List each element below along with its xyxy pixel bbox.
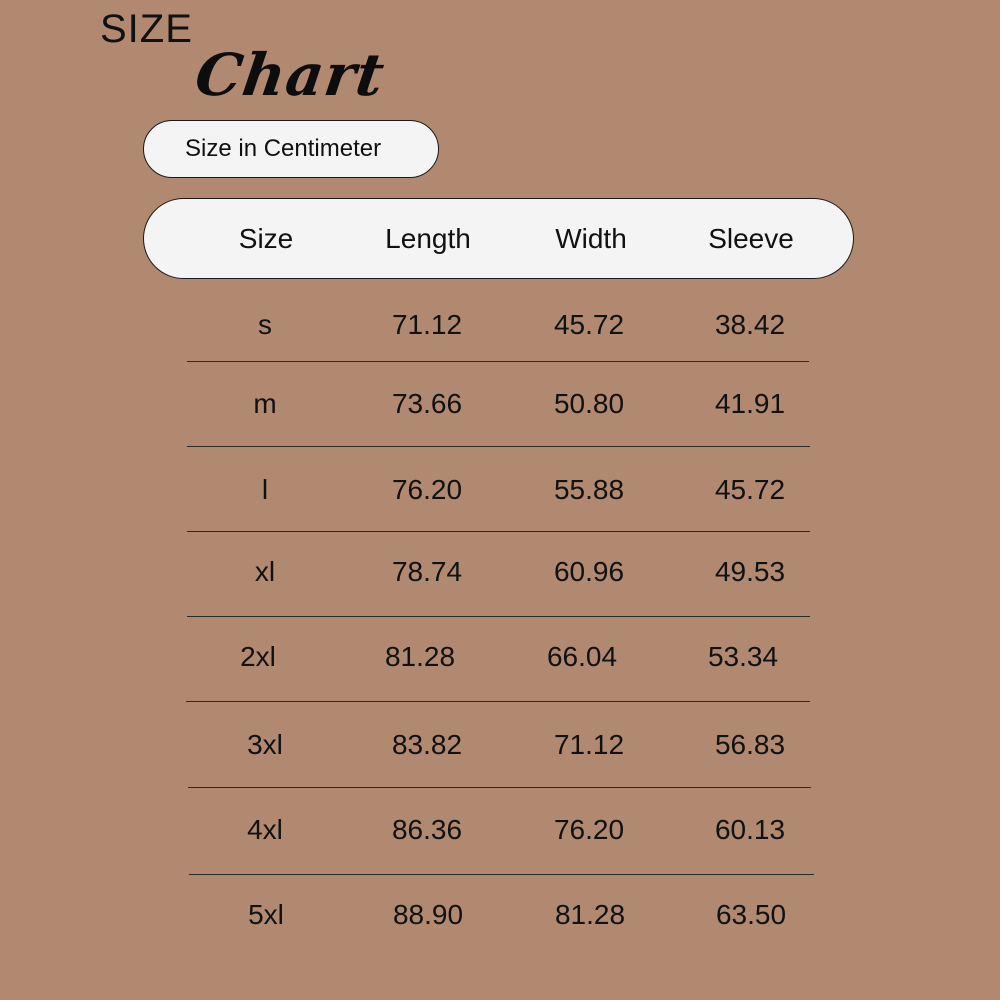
- cell-length: 86.36: [391, 814, 463, 845]
- cell-length: 76.20: [391, 474, 463, 505]
- row-divider: [189, 874, 814, 875]
- row-divider: [188, 787, 811, 788]
- cell-sleeve: 45.72: [714, 474, 786, 505]
- row-divider: [187, 531, 810, 532]
- cell-length: 78.74: [391, 556, 463, 587]
- cell-width: 60.96: [553, 556, 625, 587]
- header-width: Width: [555, 223, 627, 254]
- row-divider: [187, 446, 810, 447]
- cell-width: 50.80: [553, 388, 625, 419]
- cell-size: s: [258, 309, 272, 340]
- header-size: Size: [238, 223, 294, 254]
- cell-length: 73.66: [391, 388, 463, 419]
- cell-sleeve: 56.83: [714, 729, 786, 760]
- cell-size: 4xl: [247, 814, 283, 845]
- cell-size: 2xl: [240, 641, 276, 672]
- cell-sleeve: 41.91: [714, 388, 786, 419]
- cell-length: 88.90: [392, 899, 464, 930]
- cell-size: m: [253, 388, 277, 419]
- cell-width: 71.12: [553, 729, 625, 760]
- table-header: [143, 198, 854, 279]
- table-row: [0, 637, 1000, 677]
- table-row: [0, 552, 1000, 592]
- cell-width: 66.04: [546, 641, 618, 672]
- table-row: [0, 810, 1000, 850]
- row-divider: [187, 616, 810, 617]
- cell-sleeve: 60.13: [714, 814, 786, 845]
- title-chart: Chart: [191, 41, 390, 109]
- header-length: Length: [385, 223, 471, 254]
- cell-sleeve: 53.34: [707, 641, 779, 672]
- cell-width: 45.72: [553, 309, 625, 340]
- row-divider: [187, 361, 809, 362]
- title-size: SIZE: [100, 7, 193, 51]
- cell-size: 5xl: [248, 899, 284, 930]
- cell-length: 81.28: [384, 641, 456, 672]
- cell-sleeve: 49.53: [714, 556, 786, 587]
- header-sleeve: Sleeve: [708, 223, 794, 254]
- table-row: [0, 895, 1000, 935]
- unit-label: Size in Centimeter: [143, 120, 439, 178]
- table-row: [0, 384, 1000, 424]
- cell-size: 3xl: [247, 729, 283, 760]
- table-row: [0, 305, 1000, 345]
- cell-sleeve: 63.50: [715, 899, 787, 930]
- cell-width: 76.20: [553, 814, 625, 845]
- row-divider: [186, 701, 810, 702]
- cell-width: 55.88: [553, 474, 625, 505]
- table-row: [0, 470, 1000, 510]
- cell-size: l: [261, 474, 269, 505]
- cell-sleeve: 38.42: [714, 309, 786, 340]
- cell-length: 71.12: [391, 309, 463, 340]
- cell-size: xl: [254, 556, 276, 587]
- cell-length: 83.82: [391, 729, 463, 760]
- table-row: [0, 725, 1000, 765]
- cell-width: 81.28: [554, 899, 626, 930]
